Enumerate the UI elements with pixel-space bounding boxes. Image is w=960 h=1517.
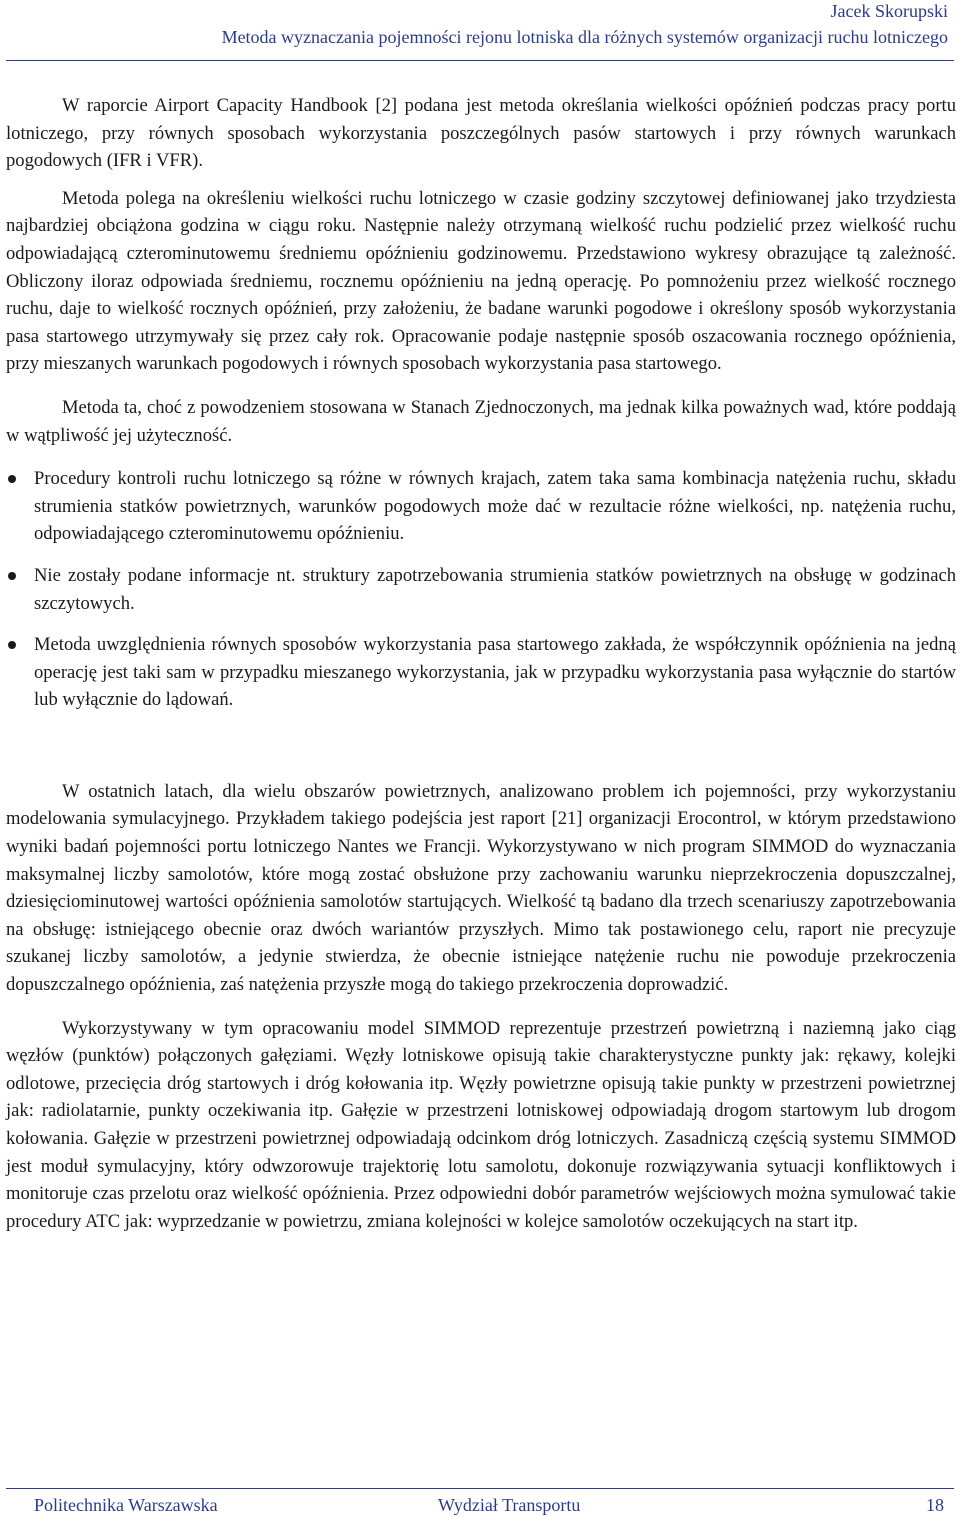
list-item — [6, 465, 956, 548]
spacer — [6, 378, 956, 394]
list-item-text: Procedury kontroli ruchu lotniczego są różne w równych krajach, zatem taka sama kombinacja natężenia ruchu, składu strumienia statków powietrznych, warunków pogodowych może dać w rezultacie różne wielkości, np. natężenia ruchu, odpowiadającego czterominutowemu opóźnieniu. — [34, 468, 956, 545]
page-number: 18 — [926, 1495, 944, 1515]
page-content — [6, 92, 956, 1235]
spacer — [6, 728, 956, 778]
footer-divider — [6, 1488, 954, 1489]
paragraph-airport-capacity-handbook: W raporcie Airport Capacity Handbook [2] podana jest metoda określania wielkości opóźnień podczas pracy portu lotniczego, przy równych sposobach wykorzystania poszczególnych pasów startowych i przy równych warunkach pogodowych (IFR i VFR). — [6, 95, 956, 172]
drawbacks-list — [6, 465, 956, 714]
header-author: Jacek Skorupski — [830, 1, 948, 21]
bullet-icon — [8, 475, 16, 483]
spacer — [6, 449, 956, 465]
list-item — [6, 562, 956, 617]
page-header — [0, 0, 960, 60]
page-footer — [0, 1494, 960, 1517]
list-item-text: Nie zostały podane informacje nt. struktury zapotrzebowania strumienia statków powietrznych na obsługę w godzinach szczytowych. — [34, 564, 956, 614]
spacer — [6, 175, 956, 185]
bullet-icon — [8, 572, 16, 580]
bullet-icon — [8, 641, 16, 649]
header-title: Metoda wyznaczania pojemności rejonu lotniska dla różnych systemów organizacji ruchu lotniczego — [221, 27, 948, 47]
paragraph-simmod-model: Wykorzystywany w tym opracowaniu model SIMMOD reprezentuje przestrzeń powietrzną i naziemną jako ciąg węzłów (punktów) połączonych gałęziami. Węzły lotniskowe opisują takie charakterystyczne punkty jak: rękawy, kolejki odlotowe, przecięcia dróg startowych i dróg kołowania itp. Węzły powietrzne opisują takie punkty w przestrzeni powietrznej jak: radiolatarnie, punkty oczekiwania itp. Gałęzie w przestrzeni lotniskowej odpowiadają drogom startowym lub drogom kołowania. Gałęzie w przestrzeni powietrznej odpowiadają odcinkom dróg lotniczych. Zasadniczą częścią systemu SIMMOD jest moduł symulacyjny, który odwzorowuje trajektorię lotu samolotu, dokonuje rozwiązywania sytuacji konfliktowych i monitoruje czas przelotu oraz wielkość opóźnienia. Przez odpowiedni dobór parametrów wejściowych można symulować takie procedury ATC jak: wyprzedzanie w powietrzu, zmiana kolejności w kolejce samolotów oczekujących na start itp. — [6, 1017, 956, 1232]
list-item — [6, 631, 956, 714]
footer-faculty: Wydział Transportu — [438, 1495, 581, 1515]
footer-university: Politechnika Warszawska — [34, 1495, 218, 1515]
list-item-text: Metoda uwzględnienia równych sposobów wykorzystania pasa startowego zakłada, że współczynnik opóźnienia na jedną operację jest taki sam w przypadku mieszanego wykorzystania, jak w przypadku wykorzystania pasa wyłącznie do startów lub wyłącznie do lądowań. — [34, 634, 956, 711]
spacer — [6, 999, 956, 1015]
header-divider — [6, 60, 954, 61]
paragraph-simulation-studies: W ostatnich latach, dla wielu obszarów powietrznych, analizowano problem ich pojemności, przy wykorzystaniu modelowania symulacyjnego. Przykładem takiego podejścia jest raport [21] organizacji Erocontrol, w którym przedstawiono wyniki badań pojemności portu lotniczego Nantes we Francji. Wykorzystywano w nich program SIMMOD do wyznaczania maksymalnej liczby samolotów, które mogą zostać obsłużone przy zachowaniu warunku nieprzekroczenia dopuszczalnej, dziesięciominutowej wartości opóźnienia samolotów startujących. Wielkość tą badano dla trzech scenariuszy zapotrzebowania na obsługę: istniejącego obecnie oraz dwóch wariantów przyszłych. Mimo tak postawionego celu, raport nie precyzuje szukanej liczby samolotów, a jedynie stwierdza, że obecnie istniejące natężenie ruchu nie powoduje przekroczenia dopuszczalnego opóźnienia, zaś natężenia przyszłe mogą do takiego przekroczenia doprowadzić. — [6, 780, 956, 996]
paragraph-method-description: Metoda polega na określeniu wielkości ruchu lotniczego w czasie godziny szczytowej definiowanej jako trzydziesta najbardziej obciążona godzina w ciągu roku. Następnie należy otrzymaną wielkość ruchu podzielić przez wielkość ruchu odpowiadającą czterominutowemu średniemu opóźnieniu godzinowemu. Przedstawiono wykresy obrazujące tą zależność. Obliczony iloraz odpowiada średniemu, rocznemu opóźnieniu na jedną operację. Po pomnożeniu przez wielkość rocznego ruchu, daje to wielkość rocznych opóźnień, przy założeniu, że badane warunki pogodowe i określony sposób wykorzystania pasa startowego utrzymywały się przez cały rok. Opracowanie podaje następnie sposób oszacowania rocznego opóźnienia, przy mieszanych warunkach pogodowych i równych sposobach wykorzystania pasa startowego. — [6, 187, 956, 375]
paragraph-method-drawbacks: Metoda ta, choć z powodzeniem stosowana w Stanach Zjednoczonych, ma jednak kilka poważnych wad, które poddają w wątpliwość jej użyteczność. — [6, 396, 956, 446]
